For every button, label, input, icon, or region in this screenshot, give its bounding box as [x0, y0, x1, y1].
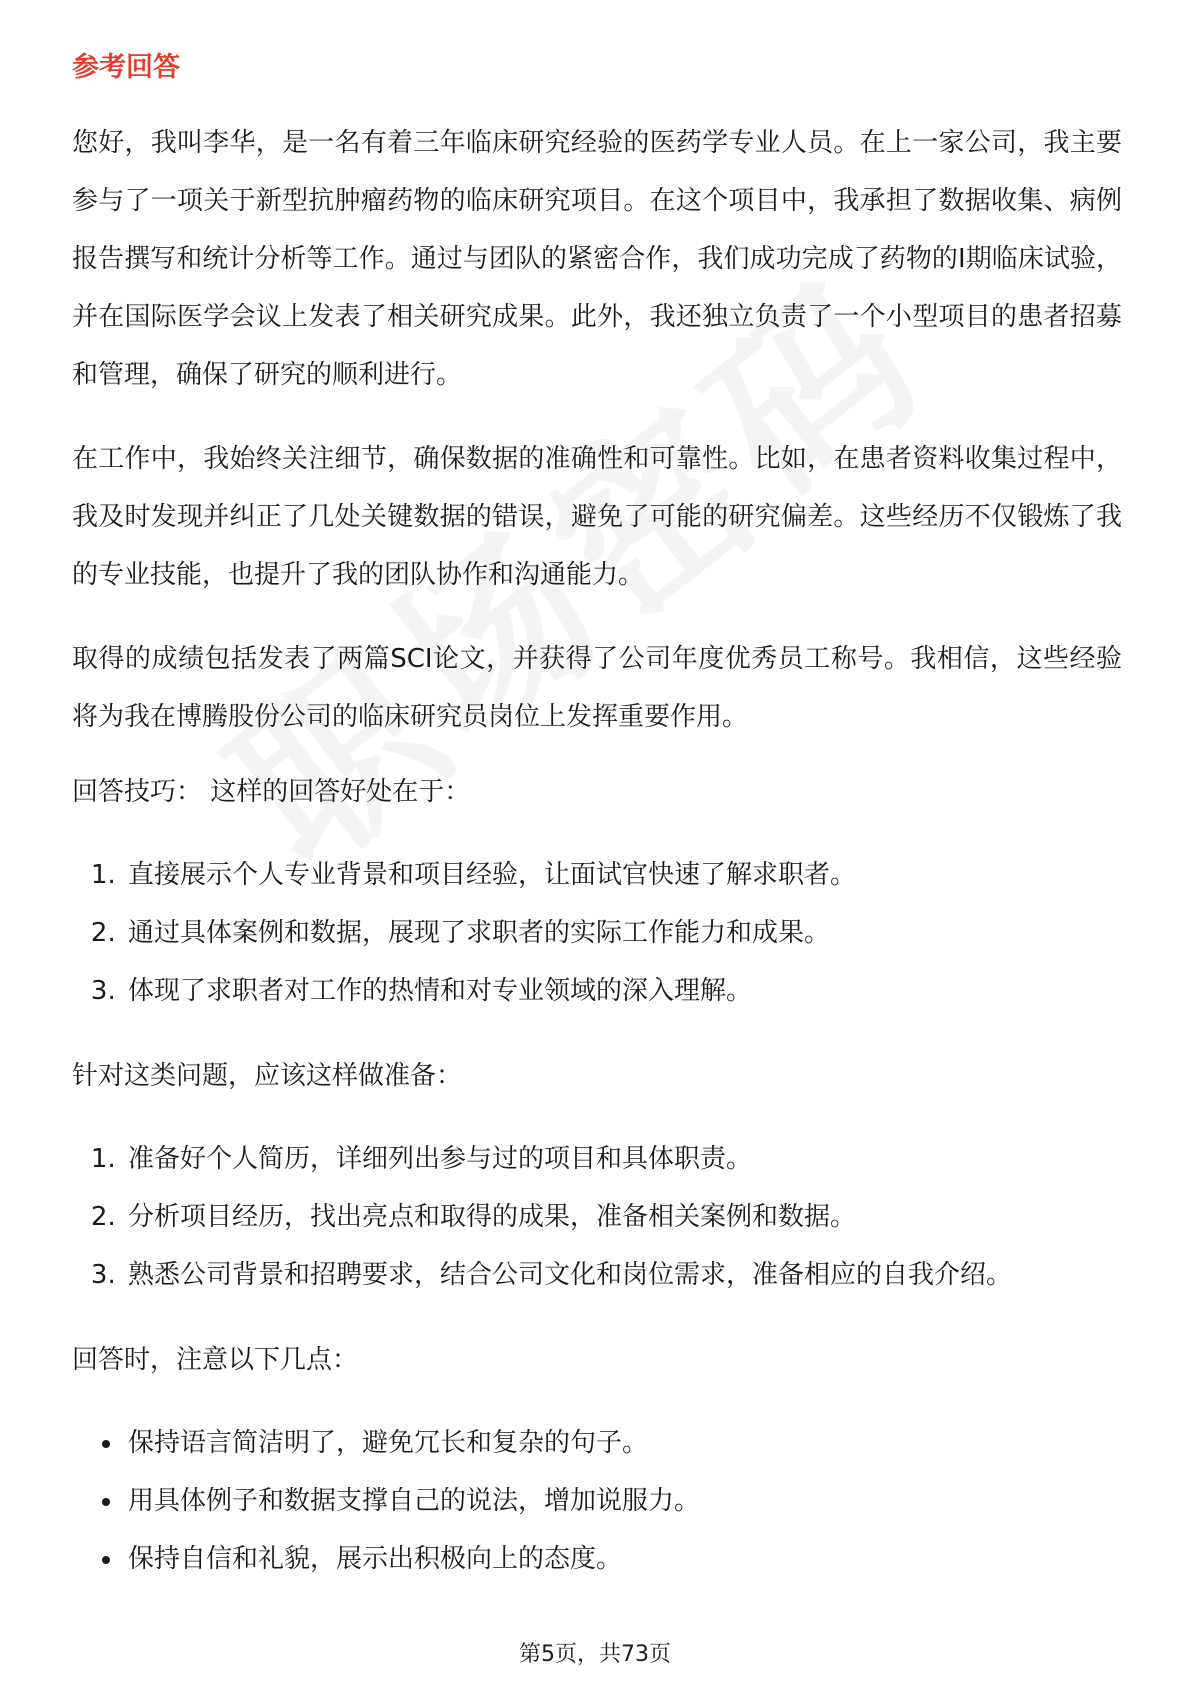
list-item: • 保持自信和礼貌，展示出积极向上的态度。	[124, 1530, 1122, 1588]
prep-heading: 针对这类问题，应该这样做准备：	[72, 1061, 463, 1091]
notes-heading: 回答时，注意以下几点：	[72, 1345, 359, 1375]
answer-paragraph-3: 取得的成绩包括发表了两篇SCI论文，并获得了公司年度优秀员工称号。我相信，这些经验将为我在博腾股份公司的临床研究员岗位上发挥重要作用。	[72, 644, 1122, 732]
tips-list	[72, 846, 1122, 1020]
document-body	[72, 48, 1122, 1624]
tips-heading: 回答技巧： 这样的回答好处在于：	[72, 777, 471, 807]
notes-list	[72, 1414, 1122, 1588]
list-item: • 用具体例子和数据支撑自己的说法，增加说服力。	[124, 1472, 1122, 1530]
prep-list	[72, 1130, 1122, 1304]
answer-paragraph-2: 在工作中，我始终关注细节，确保数据的准确性和可靠性。比如，在患者资料收集过程中，我及时发现并纠正了几处关键数据的错误，避免了可能的研究偏差。这些经历不仅锻炼了我的专业技能，也提升了我的团队协作和沟通能力。	[72, 444, 1122, 590]
list-item: 1. 准备好个人简历，详细列出参与过的项目和具体职责。	[124, 1130, 1122, 1188]
list-item: • 保持语言简洁明了，避免冗长和复杂的句子。	[124, 1414, 1122, 1472]
list-item: 2. 通过具体案例和数据，展现了求职者的实际工作能力和成果。	[124, 904, 1122, 962]
section-title: 参考回答	[72, 52, 180, 83]
list-item: 2. 分析项目经历，找出亮点和取得的成果，准备相关案例和数据。	[124, 1188, 1122, 1246]
list-item: 1. 直接展示个人专业背景和项目经验，让面试官快速了解求职者。	[124, 846, 1122, 904]
page-number: 第5页，共73页	[519, 1642, 671, 1667]
answer-paragraph-1: 您好，我叫李华，是一名有着三年临床研究经验的医药学专业人员。在上一家公司，我主要参与了一项关于新型抗肿瘤药物的临床研究项目。在这个项目中，我承担了数据收集、病例报告撰写和统计分析等工作。通过与团队的紧密合作，我们成功完成了药物的Ⅰ期临床试验，并在国际医学会议上发表了相关研究成果。此外，我还独立负责了一个小型项目的患者招募和管理，确保了研究的顺利进行。	[72, 128, 1122, 390]
list-item: 3. 体现了求职者对工作的热情和对专业领域的深入理解。	[124, 962, 1122, 1020]
list-item: 3. 熟悉公司背景和招聘要求，结合公司文化和岗位需求，准备相应的自我介绍。	[124, 1246, 1122, 1304]
